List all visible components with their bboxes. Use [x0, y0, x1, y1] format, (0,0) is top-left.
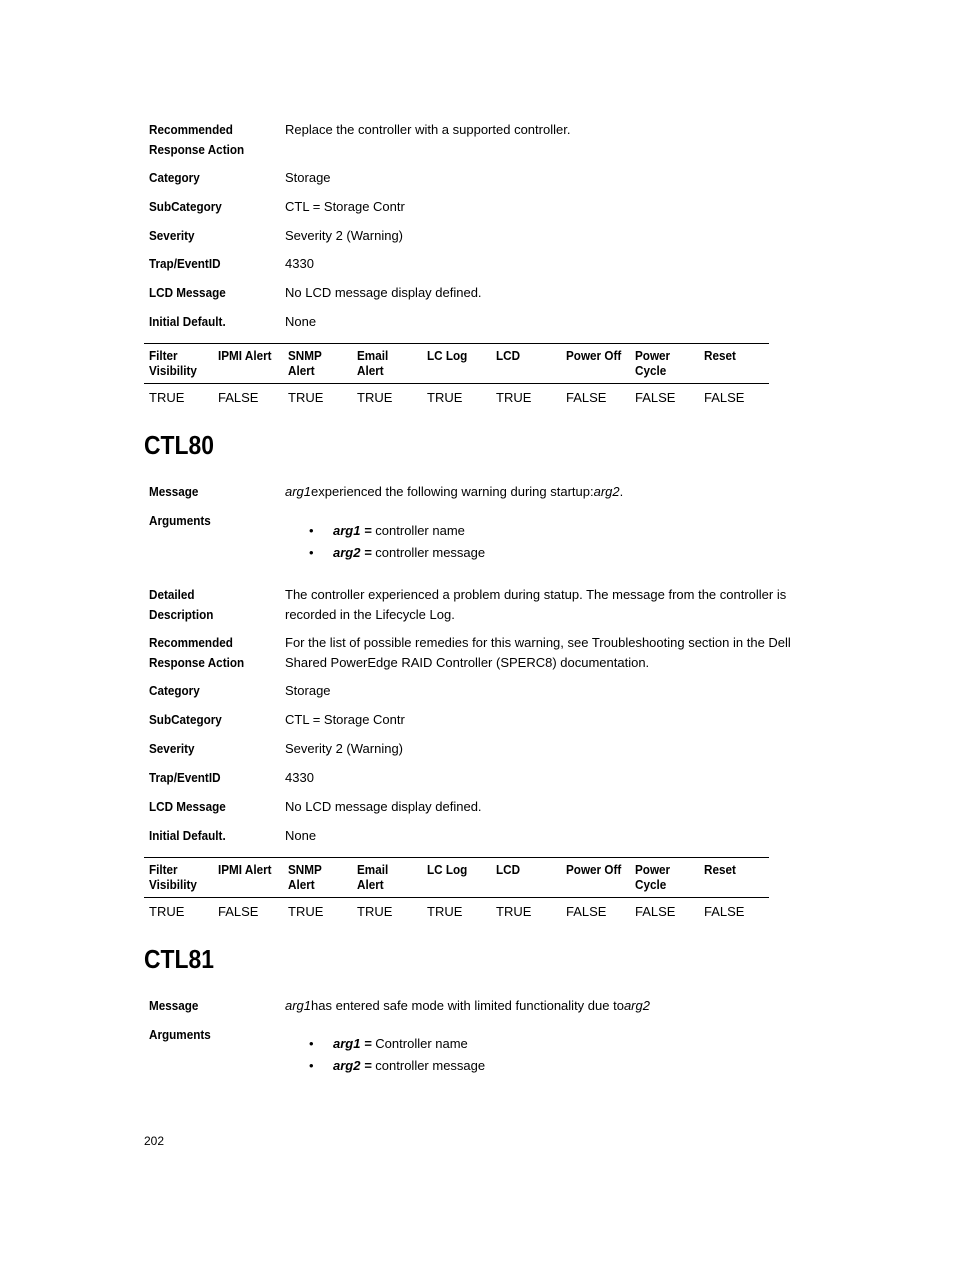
value-trap-event-id: 4330: [285, 770, 314, 785]
arg2-name: arg2 =: [333, 545, 372, 560]
label-message: Message: [149, 484, 199, 499]
argument-item-arg1: [333, 523, 465, 538]
page-number: 202: [144, 1134, 165, 1148]
value-lcd-message: No LCD message display defined.: [285, 799, 482, 814]
value-category: Storage: [285, 683, 331, 698]
label-severity: Severity: [149, 228, 195, 243]
argument-item-arg2: [333, 1058, 485, 1073]
header-reset: Reset: [704, 348, 736, 363]
cell-reset: FALSE: [704, 904, 745, 919]
header-lc-log: LC Log: [427, 862, 468, 877]
label-initial-default: Initial Default.: [149, 828, 226, 843]
cell-ipmi-alert: FALSE: [218, 904, 259, 919]
arg2-desc: controller message: [375, 1058, 486, 1073]
cell-reset: FALSE: [704, 390, 745, 405]
header-power-cycle: Power Cycle: [635, 862, 671, 892]
message-arg2: arg2: [623, 998, 650, 1013]
bullet-arg1: •: [309, 1036, 314, 1051]
table-top-rule: [144, 857, 769, 858]
value-severity: Severity 2 (Warning): [285, 741, 403, 756]
arg1-name: arg1 =: [333, 1036, 372, 1051]
header-email-alert: Email Alert: [357, 862, 389, 892]
label-subcategory: SubCategory: [149, 712, 222, 727]
header-snmp-alert: SNMP Alert: [288, 862, 322, 892]
value-message: [285, 482, 805, 502]
cell-lc-log: TRUE: [427, 904, 463, 919]
cell-power-off: FALSE: [566, 390, 607, 405]
header-reset: Reset: [704, 862, 736, 877]
value-recommended-action: Replace the controller with a supported controller.: [285, 122, 571, 137]
value-initial-default: None: [285, 828, 317, 843]
section-title-ctl81: CTL81: [144, 944, 214, 974]
value-message: [285, 996, 805, 1016]
label-trap-event-id: Trap/EventID: [149, 770, 221, 785]
label-lcd-message: LCD Message: [149, 799, 226, 814]
table-top-rule: [144, 343, 769, 344]
cell-power-cycle: FALSE: [635, 904, 676, 919]
header-lc-log: LC Log: [427, 348, 468, 363]
header-ipmi-alert: IPMI Alert: [218, 348, 272, 363]
message-arg2: arg2: [593, 484, 620, 499]
header-snmp-alert: SNMP Alert: [288, 348, 322, 378]
label-lcd-message: LCD Message: [149, 285, 226, 300]
cell-lc-log: TRUE: [427, 390, 463, 405]
cell-snmp-alert: TRUE: [288, 904, 324, 919]
cell-ipmi-alert: FALSE: [218, 390, 259, 405]
cell-lcd: TRUE: [496, 390, 532, 405]
label-message: Message: [149, 998, 199, 1013]
value-severity: Severity 2 (Warning): [285, 228, 403, 243]
value-subcategory: CTL = Storage Contr: [285, 199, 405, 214]
label-severity: Severity: [149, 741, 195, 756]
header-email-alert: Email Alert: [357, 348, 389, 378]
message-arg1: arg1: [285, 484, 312, 499]
cell-snmp-alert: TRUE: [288, 390, 324, 405]
cell-power-cycle: FALSE: [635, 390, 676, 405]
label-recommended-action: Recommended Response Action: [149, 635, 245, 670]
label-detailed-description: Detailed Description: [149, 587, 214, 622]
cell-power-off: FALSE: [566, 904, 607, 919]
header-power-off: Power Off: [566, 348, 622, 363]
argument-item-arg1: [333, 1036, 468, 1051]
message-text: has entered safe mode with limited functionality due to: [311, 998, 624, 1013]
label-arguments: Arguments: [149, 1027, 211, 1042]
label-category: Category: [149, 170, 200, 185]
label-category: Category: [149, 683, 200, 698]
header-lcd: LCD: [496, 862, 521, 877]
header-filter-visibility: Filter Visibility: [149, 348, 197, 378]
arg2-name: arg2 =: [333, 1058, 372, 1073]
header-filter-visibility: Filter Visibility: [149, 862, 197, 892]
label-initial-default: Initial Default.: [149, 314, 226, 329]
bullet-arg2: •: [309, 1058, 314, 1073]
header-lcd: LCD: [496, 348, 521, 363]
value-trap-event-id: 4330: [285, 256, 314, 271]
table-header-rule: [144, 897, 769, 898]
message-text: experienced the following warning during startup:: [311, 484, 594, 499]
header-power-cycle: Power Cycle: [635, 348, 671, 378]
value-category: Storage: [285, 170, 331, 185]
argument-item-arg2: [333, 545, 485, 560]
cell-filter-visibility: TRUE: [149, 904, 185, 919]
arg1-desc: Controller name: [375, 1036, 468, 1051]
message-end: .: [619, 484, 624, 499]
arg1-name: arg1 =: [333, 523, 372, 538]
header-power-off: Power Off: [566, 862, 622, 877]
label-subcategory: SubCategory: [149, 199, 222, 214]
value-lcd-message: No LCD message display defined.: [285, 285, 482, 300]
value-initial-default: None: [285, 314, 317, 329]
bullet-arg2: •: [309, 545, 314, 560]
label-recommended-action: Recommended Response Action: [149, 122, 245, 157]
bullet-arg1: •: [309, 523, 314, 538]
table-header-rule: [144, 383, 769, 384]
cell-lcd: TRUE: [496, 904, 532, 919]
cell-email-alert: TRUE: [357, 904, 393, 919]
arg1-desc: controller name: [375, 523, 465, 538]
section-title-ctl80: CTL80: [144, 430, 214, 460]
message-arg1: arg1: [285, 998, 312, 1013]
value-recommended-action: For the list of possible remedies for this warning, see Troubleshooting section in the Dell Shared PowerEdge RAID Controller (SPERC8) documentation.: [285, 635, 791, 670]
label-arguments: Arguments: [149, 513, 211, 528]
cell-filter-visibility: TRUE: [149, 390, 185, 405]
cell-email-alert: TRUE: [357, 390, 393, 405]
arg2-desc: controller message: [375, 545, 486, 560]
label-trap-event-id: Trap/EventID: [149, 256, 221, 271]
header-ipmi-alert: IPMI Alert: [218, 862, 272, 877]
value-subcategory: CTL = Storage Contr: [285, 712, 405, 727]
value-detailed-description: The controller experienced a problem during statup. The message from the controller is recorded in the Lifecycle Log.: [285, 587, 787, 622]
